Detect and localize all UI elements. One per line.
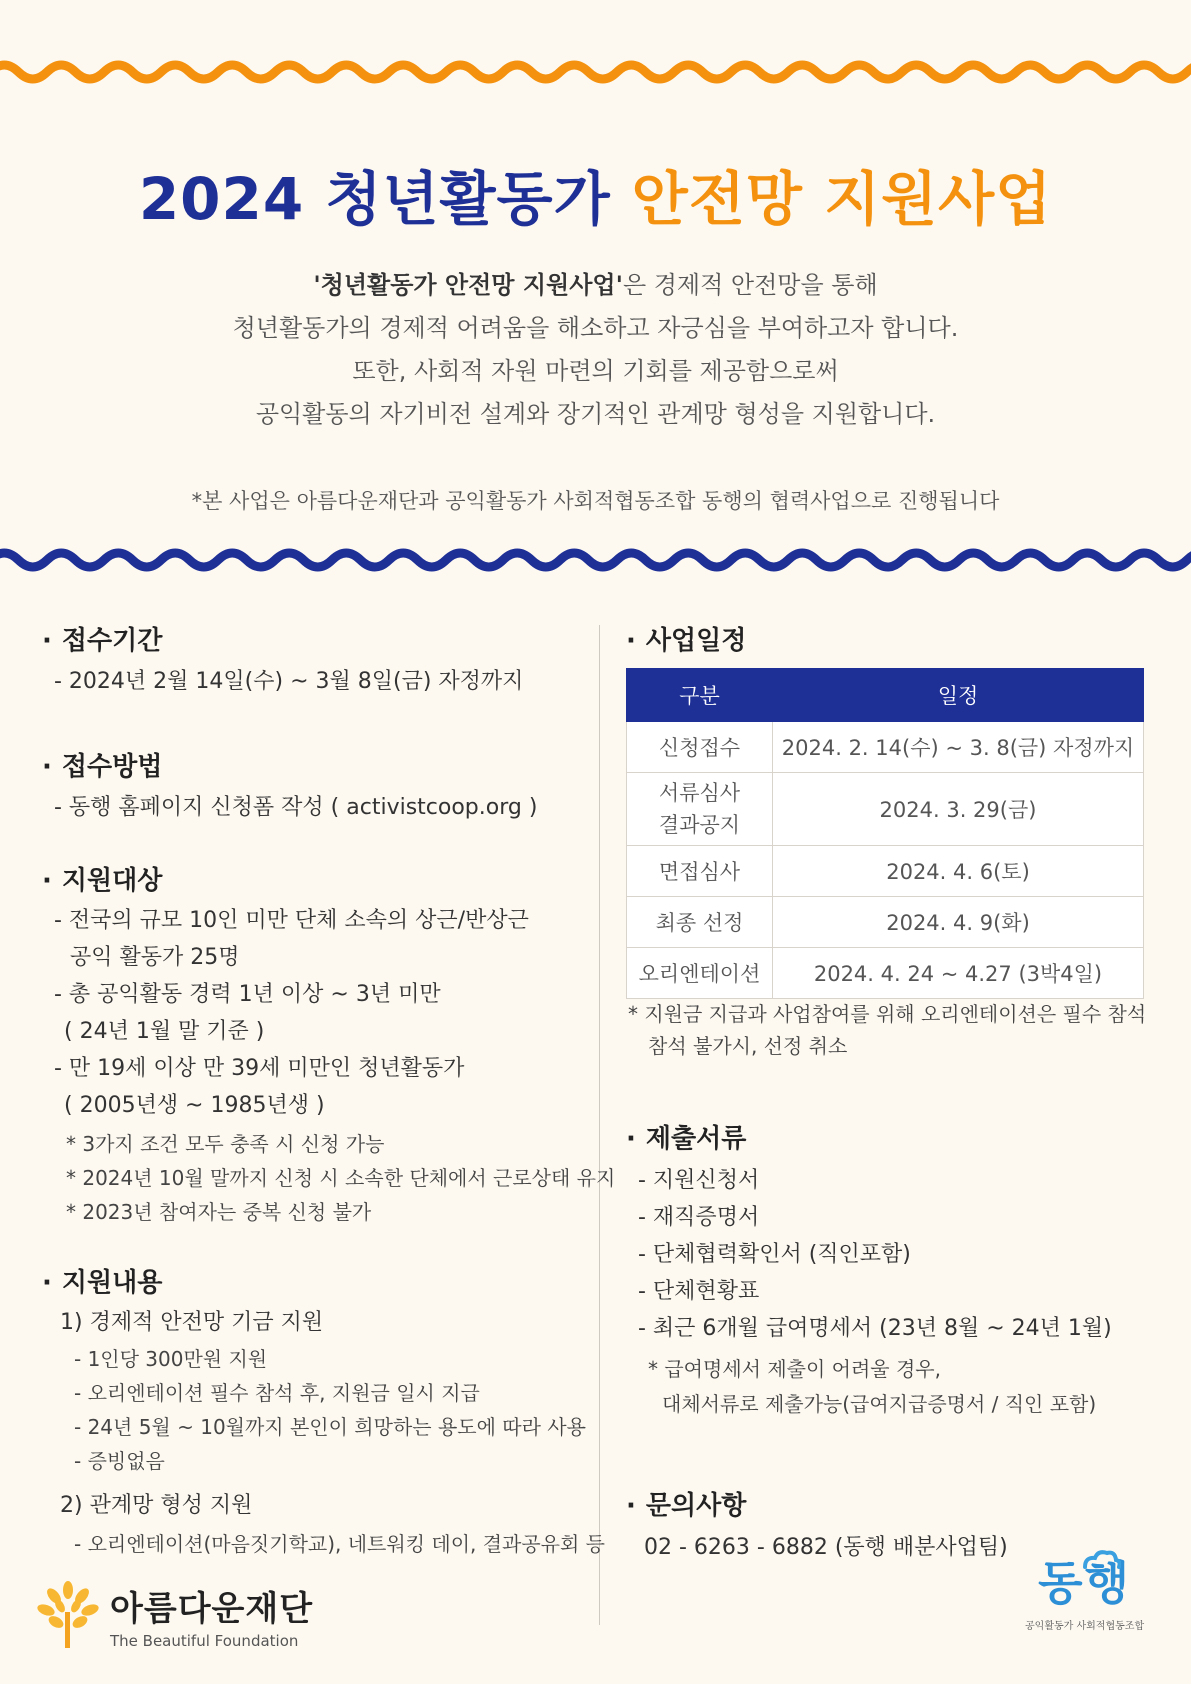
contact-text: 02 - 6263 - 6882 (동행 배분사업팀) xyxy=(644,1535,1008,1560)
content-item: - 24년 5월 ~ 10월까지 본인이 희망하는 용도에 따라 사용 xyxy=(74,1415,586,1439)
method-text: - 동행 홈페이지 신청폼 작성 ( activistcoop.org ) xyxy=(54,795,538,820)
cloud-icon xyxy=(1081,1549,1121,1571)
period-text: - 2024년 2월 14일(수) ~ 3월 8일(금) 자정까지 xyxy=(54,669,524,694)
table-cell-category: 신청접수 xyxy=(627,722,773,773)
beautiful-foundation-logo xyxy=(36,1580,313,1650)
table-header-category: 구분 xyxy=(627,669,773,722)
section-title-target: · 지원대상 xyxy=(42,866,163,896)
target-note: * 2023년 참여자는 중복 신청 불가 xyxy=(66,1200,372,1224)
document-item: - 지원신청서 xyxy=(638,1168,760,1193)
donghaeng-logo xyxy=(1025,1555,1144,1632)
section-title-schedule: · 사업일정 xyxy=(626,626,747,656)
column-divider xyxy=(599,625,600,1625)
table-cell-date: 2024. 4. 6(토) xyxy=(773,846,1144,897)
content-item: - 증빙없음 xyxy=(74,1449,165,1473)
table-cell-date: 2024. 2. 14(수) ~ 3. 8(금) 자정까지 xyxy=(773,722,1144,773)
target-line: - 만 19세 이상 만 39세 미만인 청년활동가 xyxy=(54,1056,465,1081)
documents-note: 대체서류로 제출가능(급여지급증명서 / 직인 포함) xyxy=(662,1392,1097,1416)
intro-line-2: 청년활동가의 경제적 어려움을 해소하고 자긍심을 부여하고자 합니다. xyxy=(232,314,959,342)
foundation-name-en: The Beautiful Foundation xyxy=(110,1631,299,1650)
document-item: - 단체협력확인서 (직인포함) xyxy=(638,1242,911,1267)
donghaeng-logo-text: 동행 xyxy=(1038,1556,1131,1610)
target-note: * 3가지 조건 모두 충족 시 신청 가능 xyxy=(66,1132,385,1156)
donghaeng-logo-subtitle: 공익활동가 사회적협동조합 xyxy=(1025,1621,1145,1632)
content-heading-1: 1) 경제적 안전망 기금 지원 xyxy=(60,1310,324,1335)
content-item: - 1인당 300만원 지원 xyxy=(74,1347,268,1371)
intro-line-1: '청년활동가 안전망 지원사업'은 경제적 안전망을 통해 xyxy=(313,271,878,299)
document-item: - 단체현황표 xyxy=(638,1279,760,1304)
intro-text xyxy=(0,264,1191,436)
intro-line-3: 또한, 사회적 자원 마련의 기회를 제공함으로써 xyxy=(352,357,839,385)
foundation-name-ko: 아름다운재단 xyxy=(110,1588,314,1629)
intro-line-4: 공익활동의 자기비전 설계와 장기적인 관계망 형성을 지원합니다. xyxy=(255,400,936,428)
target-line: - 총 공익활동 경력 1년 이상 ~ 3년 미만 xyxy=(54,982,441,1007)
section-title-method: · 접수방법 xyxy=(42,752,163,782)
section-title-documents: · 제출서류 xyxy=(626,1124,747,1154)
table-header-date: 일정 xyxy=(773,669,1144,722)
table-cell-date: 2024. 3. 29(금) xyxy=(773,773,1144,846)
target-line: ( 24년 1월 말 기준 ) xyxy=(64,1019,265,1044)
table-cell-date: 2024. 4. 9(화) xyxy=(773,897,1144,948)
table-row xyxy=(627,773,1144,846)
orange-wave-border xyxy=(0,52,1191,92)
section-title-content: · 지원내용 xyxy=(42,1268,163,1298)
target-line: 공익 활동가 25명 xyxy=(70,945,240,970)
schedule-note: * 지원금 지급과 사업참여를 위해 오리엔테이션은 필수 참석 xyxy=(628,1002,1147,1026)
documents-note: * 급여명세서 제출이 어려울 경우, xyxy=(648,1357,941,1381)
tree-icon xyxy=(36,1580,100,1650)
table-header-row xyxy=(627,669,1144,722)
target-note: * 2024년 10월 말까지 신청 시 소속한 단체에서 근로상태 유지 xyxy=(66,1166,616,1190)
content-item: - 오리엔테이션(마음짓기학교), 네트워킹 데이, 결과공유회 등 xyxy=(74,1532,606,1556)
table-row xyxy=(627,846,1144,897)
table-cell-category: 오리엔테이션 xyxy=(627,948,773,999)
schedule-note: 참석 불가시, 선정 취소 xyxy=(648,1034,848,1058)
document-item: - 최근 6개월 급여명세서 (23년 8월 ~ 24년 1월) xyxy=(638,1316,1112,1341)
section-title-period: · 접수기간 xyxy=(42,626,163,656)
table-cell-date: 2024. 4. 24 ~ 4.27 (3박4일) xyxy=(773,948,1144,999)
page-title: 2024 청년활동가 안전망 지원사업 xyxy=(138,165,1053,233)
target-line: - 전국의 규모 10인 미만 단체 소속의 상근/반상근 xyxy=(54,908,529,933)
table-cell-category: 서류심사 결과공지 xyxy=(627,773,773,846)
table-cell-category: 면접심사 xyxy=(627,846,773,897)
cooperation-note: *본 사업은 아름다운재단과 공익활동가 사회적협동조합 동행의 협력사업으로 진행됩니다 xyxy=(191,489,1000,513)
table-row xyxy=(627,722,1144,773)
table-row xyxy=(627,948,1144,999)
table-cell-category: 최종 선정 xyxy=(627,897,773,948)
document-item: - 재직증명서 xyxy=(638,1205,760,1230)
target-line: ( 2005년생 ~ 1985년생 ) xyxy=(64,1093,325,1118)
table-row xyxy=(627,897,1144,948)
schedule-table xyxy=(626,668,1144,999)
navy-wave-border xyxy=(0,540,1191,580)
content-item: - 오리엔테이션 필수 참석 후, 지원금 일시 지급 xyxy=(74,1381,480,1405)
content-heading-2: 2) 관계망 형성 지원 xyxy=(60,1493,253,1518)
section-title-contact: · 문의사항 xyxy=(626,1491,747,1521)
